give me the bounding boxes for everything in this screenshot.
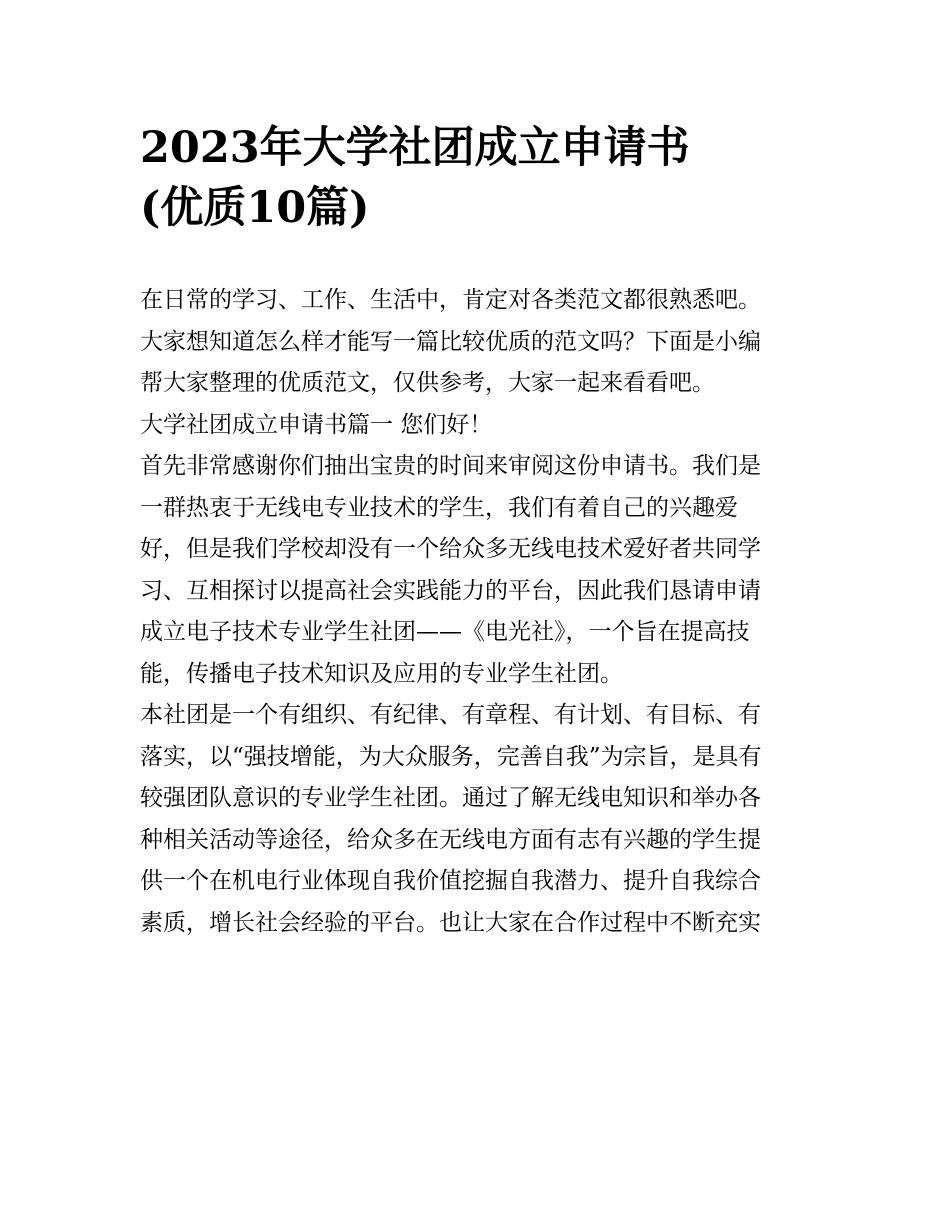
body-line: 本社团是一个有组织、有纪律、有章程、有计划、有目标、有 — [140, 702, 761, 728]
body-line: 较强团队意识的专业学生社团。通过了解无线电知识和举办各 — [140, 785, 761, 811]
title-line-2: (优质10篇) — [140, 183, 370, 233]
section-heading-line: 大学社团成立申请书篇一 您们好！ — [140, 411, 493, 438]
body-line: 在日常的学习、工作、生活中，肯定对各类范文都很熟悉吧。 — [140, 287, 761, 313]
body-line: 好，但是我们学校却没有一个给众多无线电技术爱好者共同学 — [140, 536, 761, 562]
body-line: 首先非常感谢你们抽出宝贵的时间来审阅这份申请书。我们是 — [140, 453, 761, 479]
body-line: 一群热衷于无线电专业技术的学生，我们有着自己的兴趣爱 — [140, 494, 738, 521]
document-title — [140, 118, 840, 238]
body-line: 习、互相探讨以提高社会实践能力的平台，因此我们恳请申请 — [140, 577, 761, 604]
body-line: 大家想知道怎么样才能写一篇比较优质的范文吗？下面是小编 — [140, 328, 761, 355]
body-line: 帮大家整理的优质范文，仅供参考，大家一起来看看吧。 — [140, 370, 715, 396]
body-line: 成立电子技术专业学生社团——《电光社》，一个旨在提高技 — [140, 619, 750, 645]
document-body — [140, 280, 820, 944]
title-line-1: 2023年大学社团成立申请书 — [140, 123, 690, 173]
body-line: 能，传播电子技术知识及应用的专业学生社团。 — [140, 660, 623, 687]
body-line: 种相关活动等途径，给众多在无线电方面有志有兴趣的学生提 — [140, 826, 761, 853]
body-line: 落实，以“强技增能，为大众服务，完善自我”为宗旨，是具有 — [140, 743, 762, 770]
body-line: 素质，增长社会经验的平台。也让大家在合作过程中不断充实 — [140, 909, 761, 936]
body-line: 供一个在机电行业体现自我价值挖掘自我潜力、提升自我综合 — [140, 868, 761, 894]
